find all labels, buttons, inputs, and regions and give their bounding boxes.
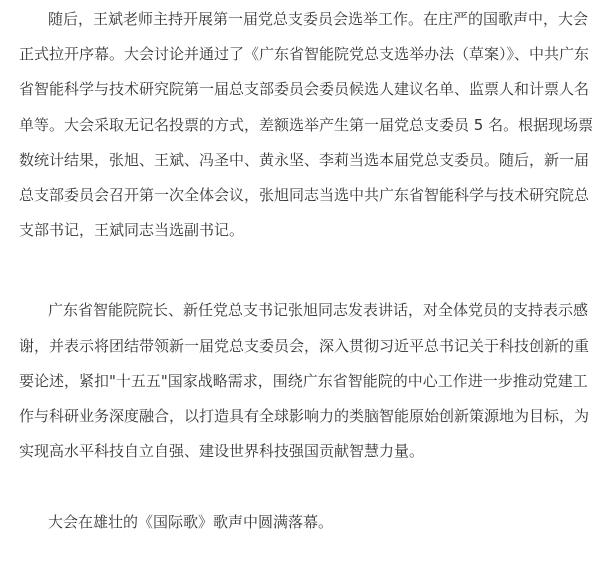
paragraph-line: 实现高水平科技自立自强、建设世界科技强国贡献智慧力量。 — [19, 442, 425, 460]
paragraph-line: 支部书记，王斌同志当选副书记。 — [19, 221, 245, 239]
paragraph-line: 作与科研业务深度融合，以打造具有全球影响力的类脑智能原始创新策源地为目标，为 — [19, 407, 590, 425]
paragraph-line: 单等。大会采取无记名投票的方式，差额选举产生第一届党总支委员 5 名。根据现场票 — [19, 116, 594, 134]
paragraph-line: 大会在雄壮的《国际歌》歌声中圆满落幕。 — [48, 513, 334, 531]
paragraph-line: 正式拉开序幕。大会讨论并通过了《广东省智能院党总支选举办法（草案）》、中共广东 — [19, 45, 590, 63]
paragraph-line: 数统计结果，张旭、王斌、冯圣中、黄永坚、李莉当选本届党总支委员。随后，新一届 — [19, 151, 590, 169]
paragraph-line: 谢，并表示将团结带领新一届党总支委员会，深入贯彻习近平总书记关于科技创新的重 — [19, 337, 590, 355]
paragraph-line: 省智能科学与技术研究院第一届总支部委员会委员候选人建议名单、监票人和计票人名 — [19, 80, 590, 98]
paragraph-line: 总支部委员会召开第一次全体会议，张旭同志当选中共广东省智能科学与技术研究院总 — [19, 186, 590, 204]
paragraph-line: 要论述，紧扣"十五五"国家战略需求，围绕广东省智能院的中心工作进一步推动党建工 — [19, 372, 588, 390]
paragraph-line: 广东省智能院院长、新任党总支书记张旭同志发表讲话，对全体党员的支持表示感 — [48, 301, 589, 319]
paragraph-line: 随后，王斌老师主持开展第一届党总支委员会选举工作。在庄严的国歌声中，大会 — [48, 10, 589, 28]
